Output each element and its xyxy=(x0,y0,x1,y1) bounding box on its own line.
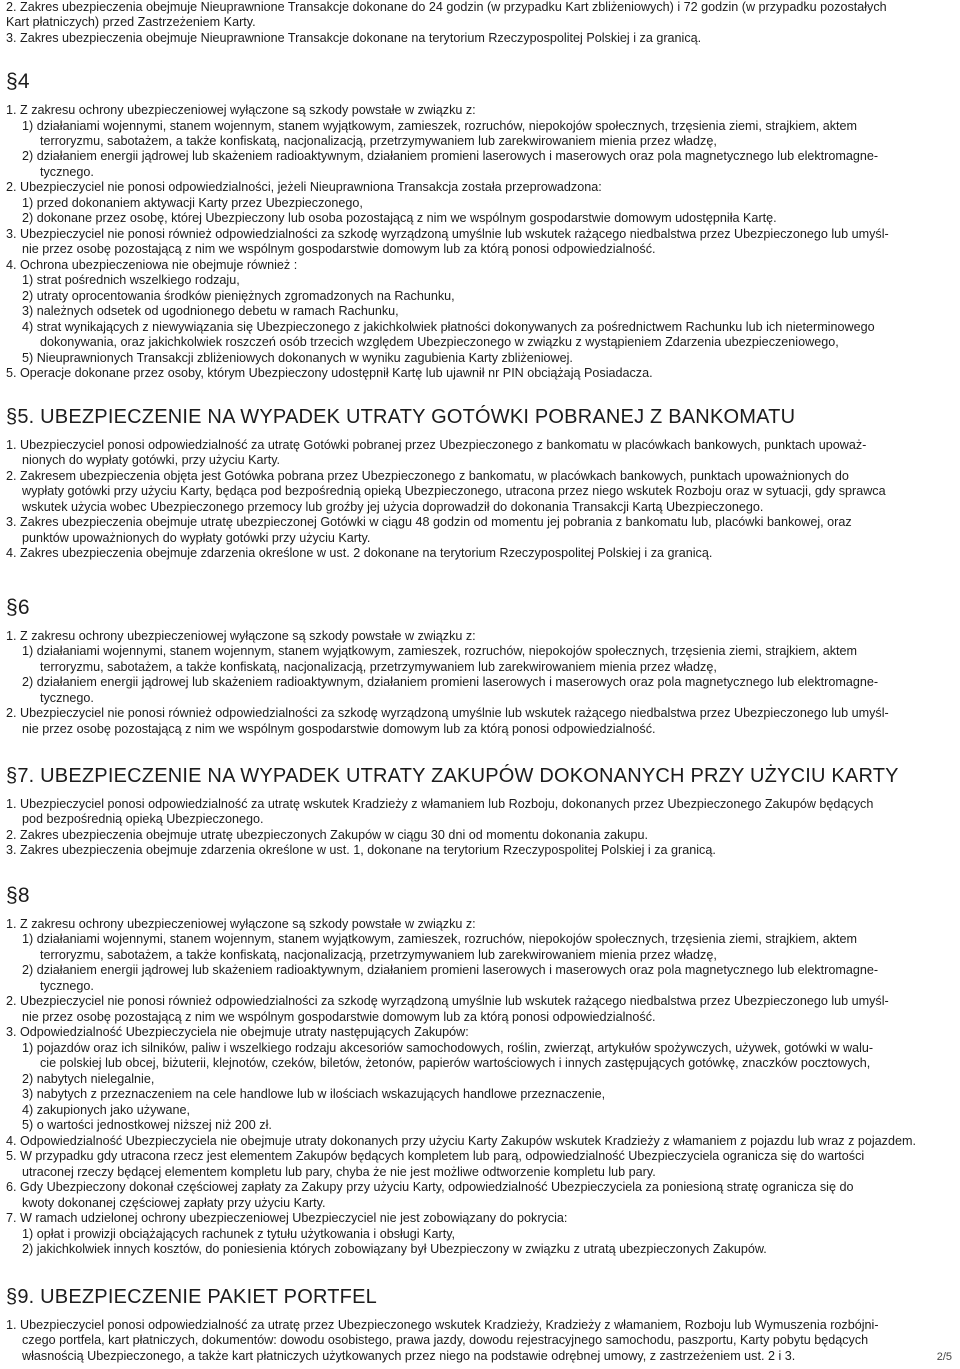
paragraph-line: wskutek użycia wobec Ubezpieczonego przemocy lub groźby jej użycia doprowadził do dokonania Transakcji Kartą Ubezpieczonego. xyxy=(22,500,764,514)
paragraph-line: Kart płatniczych) przed Zastrzeżeniem Karty. xyxy=(6,15,256,29)
paragraph-line: nionych do wypłaty gotówki, przy użyciu Karty. xyxy=(22,453,281,467)
paragraph-line: tycznego. xyxy=(40,691,94,705)
paragraph-line: nie przez osobę pozostającą z nim we wspólnym gospodarstwie domowym lub za którą ponosi odpowiedzialność. xyxy=(22,242,656,256)
paragraph-line: 1) strat pośrednich wszelkiego rodzaju, xyxy=(22,273,240,287)
paragraph-line: 1) pojazdów oraz ich silników, paliw i wszelkiego rodzaju akcesoriów samochodowych, roślin, zwierząt, artykułów spożywczych, używek, gotówki w walu- xyxy=(22,1041,874,1055)
section-heading: §8 xyxy=(6,884,30,907)
paragraph-line: dokonywania, oraz jakichkolwiek roszczeń osób trzecich względem Ubezpieczonego w związku z wystąpieniem Zdarzenia ubezpieczeniowego, xyxy=(40,335,839,349)
paragraph-line: 1) działaniami wojennymi, stanem wojennym, stanem wyjątkowym, zamieszek, rozruchów, niepokojów społecznych, trzęsienia ziemi, strajkiem, aktem xyxy=(22,932,857,946)
paragraph-line: czego portfela, kart płatniczych, dokumentów: dowodu osobistego, prawa jazdy, dowodu rejestracyjnego samochodu, paszportu, Karty pobytu będących xyxy=(22,1333,869,1347)
paragraph-line: 5) o wartości jednostkowej niższej niż 200 zł. xyxy=(22,1118,272,1132)
paragraph-line: 1. Z zakresu ochrony ubezpieczeniowej wyłączone są szkody powstałe w związku z: xyxy=(6,103,476,117)
paragraph-line: 2) jakichkolwiek innych kosztów, do poniesienia których zobowiązany był Ubezpieczony w związku z utratą ubezpieczonych Zakupów. xyxy=(22,1242,767,1256)
paragraph-line: 1. Ubezpieczyciel ponosi odpowiedzialność za utratę przez Ubezpieczonego wskutek Kradzieży, Kradzieży z włamaniem, Rozboju lub Wymuszenia rozbójni- xyxy=(6,1318,879,1332)
paragraph-line: 6. Gdy Ubezpieczony dokonał częściowej zapłaty za Zakupy przy użyciu Karty, odpowiedzialność Ubezpieczyciela za poniesioną stratę ogranicza się do xyxy=(6,1180,854,1194)
paragraph-line: 2) dokonane przez osobę, której Ubezpieczony lub osoba pozostającą z nim we wspólnym gospodarstwie domowym udostępniła Kartę. xyxy=(22,211,777,225)
paragraph-line: terroryzmu, sabotażem, a także konfiskatą, nacjonalizacją, przetrzymywaniem lub zarekwirowaniem mienia przez władzę, xyxy=(40,134,717,148)
section-heading: §9. UBEZPIECZENIE PAKIET PORTFEL xyxy=(6,1286,377,1308)
paragraph-line: 5. W przypadku gdy utracona rzecz jest elementem Zakupów będących kompletem lub parą, odpowiedzialność Ubezpieczyciela ogranicza się do wartości xyxy=(6,1149,865,1163)
paragraph-line: 4. Ochrona ubezpieczeniowa nie obejmuje również : xyxy=(6,258,298,272)
section-heading: §7. UBEZPIECZENIE NA WYPADEK UTRATY ZAKUPÓW DOKONANYCH PRZY UŻYCIU KARTY xyxy=(6,765,899,787)
paragraph-line: 1. Z zakresu ochrony ubezpieczeniowej wyłączone są szkody powstałe w związku z: xyxy=(6,629,476,643)
paragraph-line: 4) strat wynikających z niewywiązania się Ubezpieczonego z jakichkolwiek płatności dokonywanych za pośrednictwem Rachunku lub ich nieterminowego xyxy=(22,320,875,334)
paragraph-line: kwoty dokonanej częściowej zapłaty przy użyciu Karty. xyxy=(22,1196,326,1210)
paragraph-line: 3. Zakres ubezpieczenia obejmuje zdarzenia określone w ust. 1, dokonane na terytorium Rzeczypospolitej Polskiej i za granicą. xyxy=(6,843,716,857)
paragraph-line: 1) działaniami wojennymi, stanem wojennym, stanem wyjątkowym, zamieszek, rozruchów, niepokojów społecznych, trzęsienia ziemi, strajkiem, aktem xyxy=(22,644,857,658)
paragraph-line: cie polskiej lub obcej, biżuterii, klejnotów, czeków, biletów, żetonów, papierów wartościowych i innych zastępujących gotówkę, znaczków pocztowych, xyxy=(40,1056,871,1070)
paragraph-line: 1. Z zakresu ochrony ubezpieczeniowej wyłączone są szkody powstałe w związku z: xyxy=(6,917,476,931)
paragraph-line: 3) nabytych z przeznaczeniem na cele handlowe lub w ilościach wskazujących handlowe przeznaczenie, xyxy=(22,1087,606,1101)
paragraph-line: 1) działaniami wojennymi, stanem wojennym, stanem wyjątkowym, zamieszek, rozruchów, niepokojów społecznych, trzęsienia ziemi, strajkiem, aktem xyxy=(22,119,857,133)
paragraph-line: własnością Ubezpieczonego, a także kart płatniczych użytkowanych przez niego na podstawie odrębnej umowy, z zastrzeżeniem ust. 2 i 3. xyxy=(22,1349,796,1363)
paragraph-line: nie przez osobę pozostającą z nim we wspólnym gospodarstwie domowym lub za którą ponosi odpowiedzialność. xyxy=(22,1010,656,1024)
paragraph-line: 5) Nieuprawnionych Transakcji zbliżeniowych dokonanych w wyniku zagubienia Karty zbliżeniowej. xyxy=(22,351,573,365)
paragraph-line: 4. Zakres ubezpieczenia obejmuje zdarzenia określone w ust. 2 dokonane na terytorium Rzeczypospolitej Polskiej i za granicą. xyxy=(6,546,713,560)
paragraph-line: 1. Ubezpieczyciel ponosi odpowiedzialność za utratę Gotówki pobranej przez Ubezpieczonego z bankomatu w placówkach bankowych, punktach upoważ- xyxy=(6,438,867,452)
paragraph-line: 2. Zakresem ubezpieczenia objęta jest Gotówka pobrana przez Ubezpieczonego z bankomatu, w placówkach bankowych, punktach upoważnionych do xyxy=(6,469,849,483)
paragraph-line: 2. Zakres ubezpieczenia obejmuje utratę ubezpieczonych Zakupów w ciągu 30 dni od momentu dokonania zakupu. xyxy=(6,828,648,842)
paragraph-line: 2. Ubezpieczyciel nie ponosi również odpowiedzialności za szkodę wyrządzoną umyślnie lub wskutek rażącego niedbalstwa przez Ubezpieczonego lub umyśl- xyxy=(6,706,889,720)
paragraph-line: tycznego. xyxy=(40,165,94,179)
paragraph-line: 2. Ubezpieczyciel nie ponosi odpowiedzialności, jeżeli Nieuprawniona Transakcja została przeprowadzona: xyxy=(6,180,602,194)
paragraph-line: 4. Odpowiedzialność Ubezpieczyciela nie obejmuje utraty dokonanych przy użyciu Karty Zakupów wskutek Kradzieży z włamaniem z pojazdu lub wraz z pojazdem. xyxy=(6,1134,916,1148)
paragraph-line: tycznego. xyxy=(40,979,94,993)
paragraph-line: 2) nabytych nielegalnie, xyxy=(22,1072,155,1086)
paragraph-line: 2. Ubezpieczyciel nie ponosi również odpowiedzialności za szkodę wyrządzoną umyślnie lub wskutek rażącego niedbalstwa przez Ubezpieczonego lub umyśl- xyxy=(6,994,889,1008)
section-heading: §4 xyxy=(6,70,30,93)
paragraph-line: pod bezpośrednią opieką Ubezpieczonego. xyxy=(22,812,264,826)
paragraph-line: utraconej rzeczy będącej elementem kompletu lub pary, chyba że nie jest możliwe odtworzenie kompletu lub pary. xyxy=(22,1165,656,1179)
paragraph-line: 1) opłat i prowizji obciążających rachunek z tytułu użytkowania i obsługi Karty, xyxy=(22,1227,456,1241)
paragraph-line: 3. Ubezpieczyciel nie ponosi również odpowiedzialności za szkodę wyrządzoną umyślnie lub wskutek rażącego niedbalstwa przez Ubezpieczonego lub umyśl- xyxy=(6,227,889,241)
paragraph-line: punktów upoważnionych do wypłaty gotówki przy użyciu Karty. xyxy=(22,531,371,545)
paragraph-line: 1) przed dokonaniem aktywacji Karty przez Ubezpieczonego, xyxy=(22,196,363,210)
paragraph-line: wypłaty gotówki przy użyciu Karty, będąca pod bezpośrednią opieką Ubezpieczonego, utracona przez niego wskutek Rozboju oraz w sytuacji, gdy sprawca xyxy=(22,484,886,498)
paragraph-line: 2. Zakres ubezpieczenia obejmuje Nieuprawnione Transakcje dokonane do 24 godzin (w przypadku Kart zbliżeniowych) i 72 godzin (w przypadku pozostałych xyxy=(6,0,887,14)
paragraph-line: terroryzmu, sabotażem, a także konfiskatą, nacjonalizacją, przetrzymywaniem lub zarekwirowaniem mienia przez władzę, xyxy=(40,660,717,674)
section-heading: §5. UBEZPIECZENIE NA WYPADEK UTRATY GOTÓWKI POBRANEJ Z BANKOMATU xyxy=(6,406,796,428)
paragraph-line: 3. Odpowiedzialność Ubezpieczyciela nie obejmuje utraty następujących Zakupów: xyxy=(6,1025,469,1039)
paragraph-line: 3) należnych odsetek od ugodnionego debetu w ramach Rachunku, xyxy=(22,304,399,318)
paragraph-line: terroryzmu, sabotażem, a także konfiskatą, nacjonalizacją, przetrzymywaniem lub zarekwirowaniem mienia przez władzę, xyxy=(40,948,717,962)
paragraph-line: 2) działaniem energii jądrowej lub skażeniem radioaktywnym, działaniem promieni laserowych i maserowych oraz pola magnetycznego lub elektromagne- xyxy=(22,963,879,977)
page-number: 2/5 xyxy=(936,1351,952,1363)
paragraph-line: 2) utraty oprocentowania środków pieniężnych zgromadzonych na Rachunku, xyxy=(22,289,455,303)
paragraph-line: 4) zakupionych jako używane, xyxy=(22,1103,191,1117)
paragraph-line: 5. Operacje dokonane przez osoby, którym Ubezpieczony udostępnił Kartę lub ujawnił nr PIN obciążają Posiadacza. xyxy=(6,366,653,380)
paragraph-line: 2) działaniem energii jądrowej lub skażeniem radioaktywnym, działaniem promieni laserowych i maserowych oraz pola magnetycznego lub elektromagne- xyxy=(22,675,879,689)
paragraph-line: 7. W ramach udzielonej ochrony ubezpieczeniowej Ubezpieczyciel nie jest zobowiązany do pokrycia: xyxy=(6,1211,568,1225)
paragraph-line: 3. Zakres ubezpieczenia obejmuje Nieuprawnione Transakcje dokonane na terytorium Rzeczypospolitej Polskiej i za granicą. xyxy=(6,31,702,45)
paragraph-line: 1. Ubezpieczyciel ponosi odpowiedzialność za utratę wskutek Kradzieży z włamaniem lub Rozboju, dokonanych przez Ubezpieczonego Zakupów będących xyxy=(6,797,874,811)
paragraph-line: 3. Zakres ubezpieczenia obejmuje utratę ubezpieczonej Gotówki w ciągu 48 godzin od momentu jej pobrania z bankomatu lub, placówki bankowej, oraz xyxy=(6,515,852,529)
section-heading: §6 xyxy=(6,596,30,619)
paragraph-line: 2) działaniem energii jądrowej lub skażeniem radioaktywnym, działaniem promieni laserowych i maserowych oraz pola magnetycznego lub elektromagne- xyxy=(22,149,879,163)
paragraph-line: nie przez osobę pozostającą z nim we wspólnym gospodarstwie domowym lub za którą ponosi odpowiedzialność. xyxy=(22,722,656,736)
